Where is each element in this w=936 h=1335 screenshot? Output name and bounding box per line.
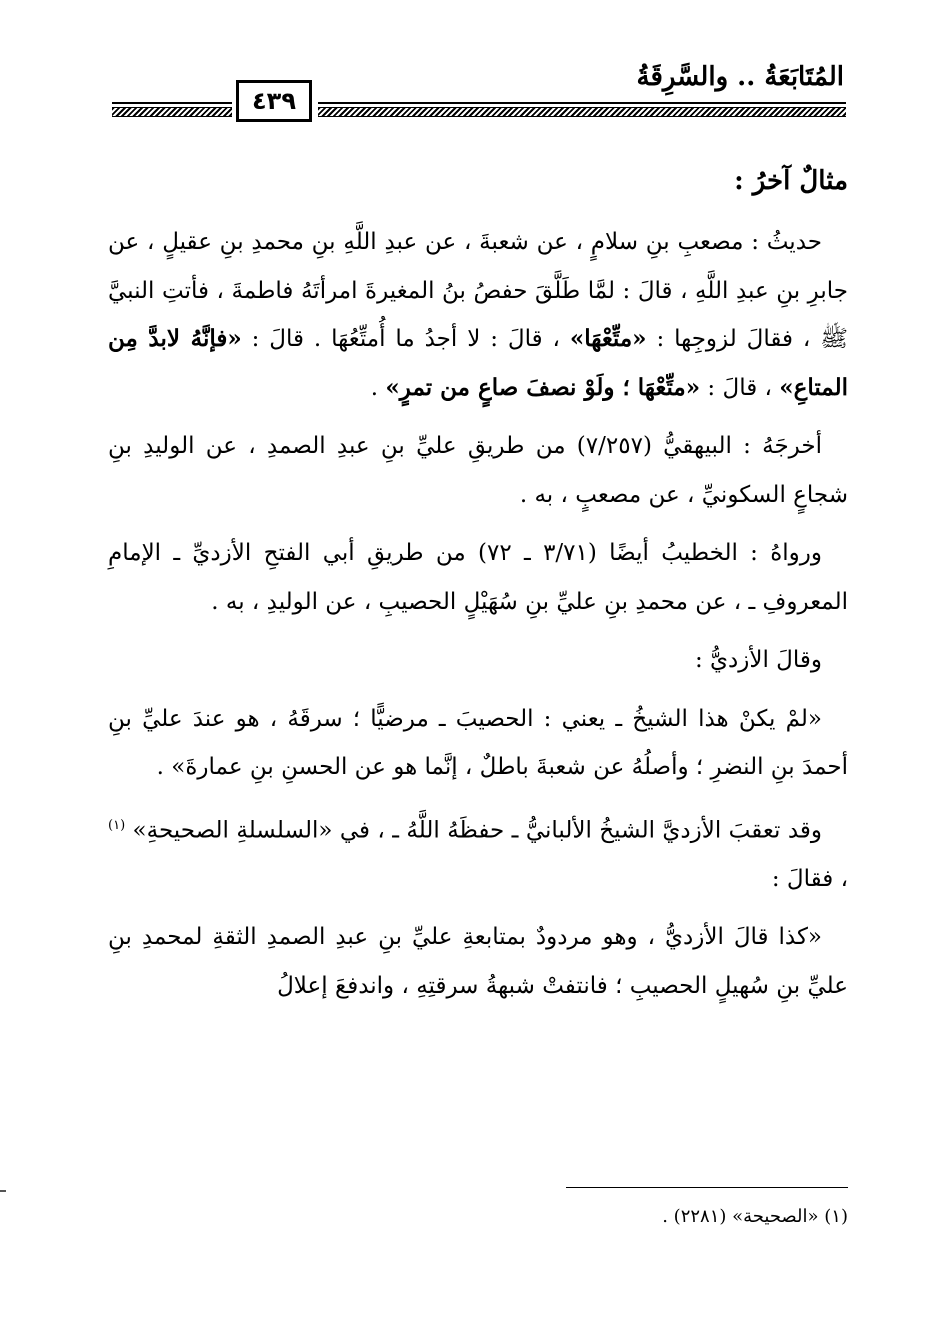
quote-bold-2: «فإنَّهُ لابدَّ مِن المتاعِ» (108, 325, 848, 401)
section-heading: مثالٌ آخرُ : (734, 166, 848, 196)
footnote-ref: (١) (108, 817, 126, 833)
margin-mark (0, 1190, 6, 1192)
khatib-paragraph: ورواهُ : الخطيبُ أيضًا (٣/٧١ ـ ٧٢) من طريقِ أبي الفتحِ الأزديِّ ـ الإمامِ المعروفِ ـ ، عن محمدِ بنِ عليِّ بنِ سُهَيْلٍ الحصيبِ ، عن الوليدِ ، به . (108, 540, 848, 615)
quote-bold-1: «متِّعْهَا» (569, 325, 647, 352)
footnote-divider (566, 1187, 848, 1188)
albani-paragraph: وقد تعقبَ الأزديَّ الشيخُ الألبانيُّ ـ حفظَهُ اللَّهُ ـ ، في «السلسلةِ الصحيحةِ» $^{(١)}$ ، فقالَ : (108, 817, 848, 892)
azdi-intro: وقالَ الأزديُّ : (694, 647, 822, 673)
takhrij-paragraph: أخرجَهُ : البيهقيُّ (٧/٢٥٧) من طريقِ عليِّ بنِ عبدِ الصمدِ ، عن الوليدِ بنِ شجاعٍ السكونيِّ ، عن مصعبٍ ، به . (108, 433, 848, 508)
running-title: المُتَابَعَةُ .. والسَّرِقَةُ (636, 62, 844, 92)
footnote: (١) «الصحيحة» (٢٢٨١) . (662, 1206, 848, 1227)
page-number: ٤٣٩ (236, 80, 312, 122)
albani-quote: «كذا قالَ الأزديُّ ، وهو مردودٌ بمتابعةِ عليِّ بنِ عبدِ الصمدِ الثقةِ لمحمدِ بنِ عليِّ بنِ سُهيلٍ الحصيبِ ؛ فانتفتْ شبهةُ سرقتِهِ ، واندفعَ إعلالُ (108, 924, 848, 999)
azdi-quote: «لمْ يكنْ هذا الشيخُ ـ يعني : الحصيبَ ـ مرضيًّا ؛ سرقَهُ ، هو عندَ عليِّ بنِ أحمدَ بنِ النضرِ ؛ وأصلُهُ عن شعبةَ باطلٌ ، إنَّما هو عن الحسنِ بنِ عمارةَ» . (108, 705, 848, 780)
hadith-paragraph: حديثُ : مصعبِ بنِ سلامٍ ، عن شعبةَ ، عن عبدِ اللَّهِ بنِ محمدِ بنِ عقيلٍ ، عن جابرِ بنِ عبدِ اللَّهِ ، قالَ : لمَّا طَلَّقَ حفصُ بنُ المغيرةَ امرأتَهُ فاطمةَ ، فأتتِ النبيَّ ﷺ ، فقالَ لزوجِها : «متِّعْهَا» ، قالَ : لا أجدُ ما أُمتِّعُهَا . قالَ : «فإنَّهُ لابدَّ مِن المتاعِ» ، قالَ : «متِّعْهَا ؛ ولَوْ نصفَ صاعٍ من تمرٍ» . (108, 229, 849, 401)
quote-bold-3: «متِّعْهَا ؛ ولَوْ نصفَ صاعٍ من تمرٍ» (385, 373, 701, 401)
header-rule-right (318, 102, 846, 120)
header-rule-left (112, 102, 232, 120)
main-text (108, 150, 848, 1010)
